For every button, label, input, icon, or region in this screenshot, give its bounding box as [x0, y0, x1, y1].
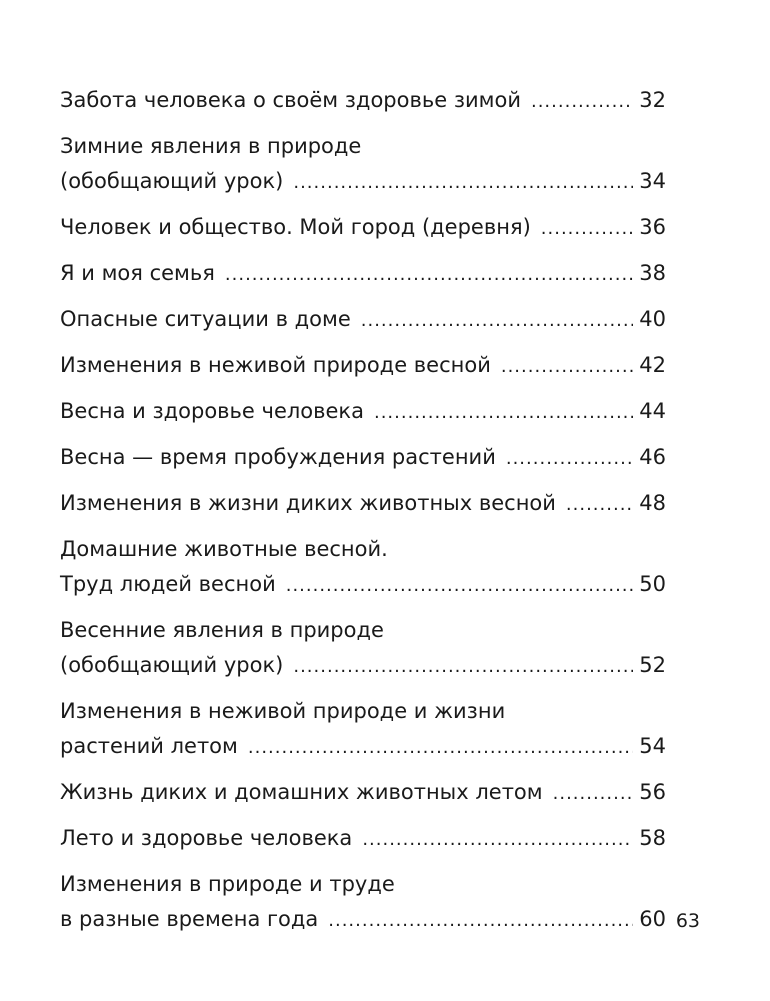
dot-leader — [553, 776, 634, 811]
toc-entry-page: 48 — [639, 491, 666, 515]
toc-entry-title: Забота человека о своём здоровье зимой — [60, 88, 521, 112]
table-of-contents — [60, 83, 666, 948]
toc-entry-page: 44 — [639, 399, 666, 423]
dot-leader — [506, 441, 633, 476]
dot-leader — [374, 395, 633, 430]
page-number: 63 — [675, 910, 700, 932]
dot-leader — [328, 903, 633, 938]
toc-entry — [60, 867, 666, 938]
toc-entry — [60, 256, 666, 292]
dot-leader — [286, 568, 634, 603]
toc-entry-title-continued: в разные времена года — [60, 907, 319, 931]
toc-entry-page: 50 — [639, 572, 666, 596]
toc-entry — [60, 129, 666, 200]
toc-entry-title-continued: (обобщающий урок) — [60, 169, 284, 193]
toc-entry-title: Весна — время пробуждения растений — [60, 445, 496, 469]
toc-entry — [60, 694, 666, 765]
dot-leader — [531, 84, 633, 119]
toc-entry — [60, 210, 666, 246]
toc-entry-title-continued: (обобщающий урок) — [60, 653, 284, 677]
dot-leader — [362, 822, 633, 857]
toc-entry-page: 32 — [639, 88, 666, 112]
toc-entry — [60, 348, 666, 384]
toc-entry-page: 52 — [639, 653, 666, 677]
toc-entry-title: Домашние животные весной. — [60, 537, 388, 561]
toc-entry — [60, 440, 666, 476]
toc-entry — [60, 613, 666, 684]
toc-entry-title: Изменения в жизни диких животных весной — [60, 491, 556, 515]
dot-leader — [293, 165, 633, 200]
toc-entry-page: 58 — [639, 826, 666, 850]
toc-entry-page: 56 — [639, 780, 666, 804]
toc-entry-page: 38 — [639, 261, 666, 285]
toc-entry-page: 42 — [639, 353, 666, 377]
toc-entry-title: Изменения в неживой природе и жизни — [60, 699, 506, 723]
toc-entry — [60, 302, 666, 338]
dot-leader — [541, 211, 633, 246]
toc-entry-title: Жизнь диких и домашних животных летом — [60, 780, 543, 804]
dot-leader — [248, 730, 633, 765]
dot-leader — [225, 257, 633, 292]
toc-entry — [60, 821, 666, 857]
dot-leader — [293, 649, 633, 684]
toc-entry — [60, 486, 666, 522]
toc-entry-title-continued: Труд людей весной — [60, 572, 276, 596]
toc-entry-title: Изменения в природе и труде — [60, 872, 395, 896]
toc-entry — [60, 394, 666, 430]
toc-entry-page: 34 — [639, 169, 666, 193]
toc-entry — [60, 83, 666, 119]
toc-entry-title: Человек и общество. Мой город (деревня) — [60, 215, 531, 239]
toc-entry — [60, 775, 666, 811]
toc-entry-page: 40 — [639, 307, 666, 331]
toc-entry — [60, 532, 666, 603]
dot-leader — [566, 487, 633, 522]
toc-entry-page: 54 — [639, 734, 666, 758]
toc-entry-title: Опасные ситуации в доме — [60, 307, 351, 331]
dot-leader — [361, 303, 634, 338]
toc-entry-title: Весна и здоровье человека — [60, 399, 364, 423]
toc-entry-page: 60 — [639, 907, 666, 931]
toc-entry-title: Весенние явления в природе — [60, 618, 384, 642]
toc-entry-title: Я и моя семья — [60, 261, 215, 285]
toc-entry-title: Лето и здоровье человека — [60, 826, 353, 850]
dot-leader — [501, 349, 633, 384]
toc-entry-page: 46 — [639, 445, 666, 469]
toc-entry-title: Изменения в неживой природе весной — [60, 353, 491, 377]
toc-entry-title-continued: растений летом — [60, 734, 238, 758]
toc-entry-title: Зимние явления в природе — [60, 134, 362, 158]
toc-entry-page: 36 — [639, 215, 666, 239]
